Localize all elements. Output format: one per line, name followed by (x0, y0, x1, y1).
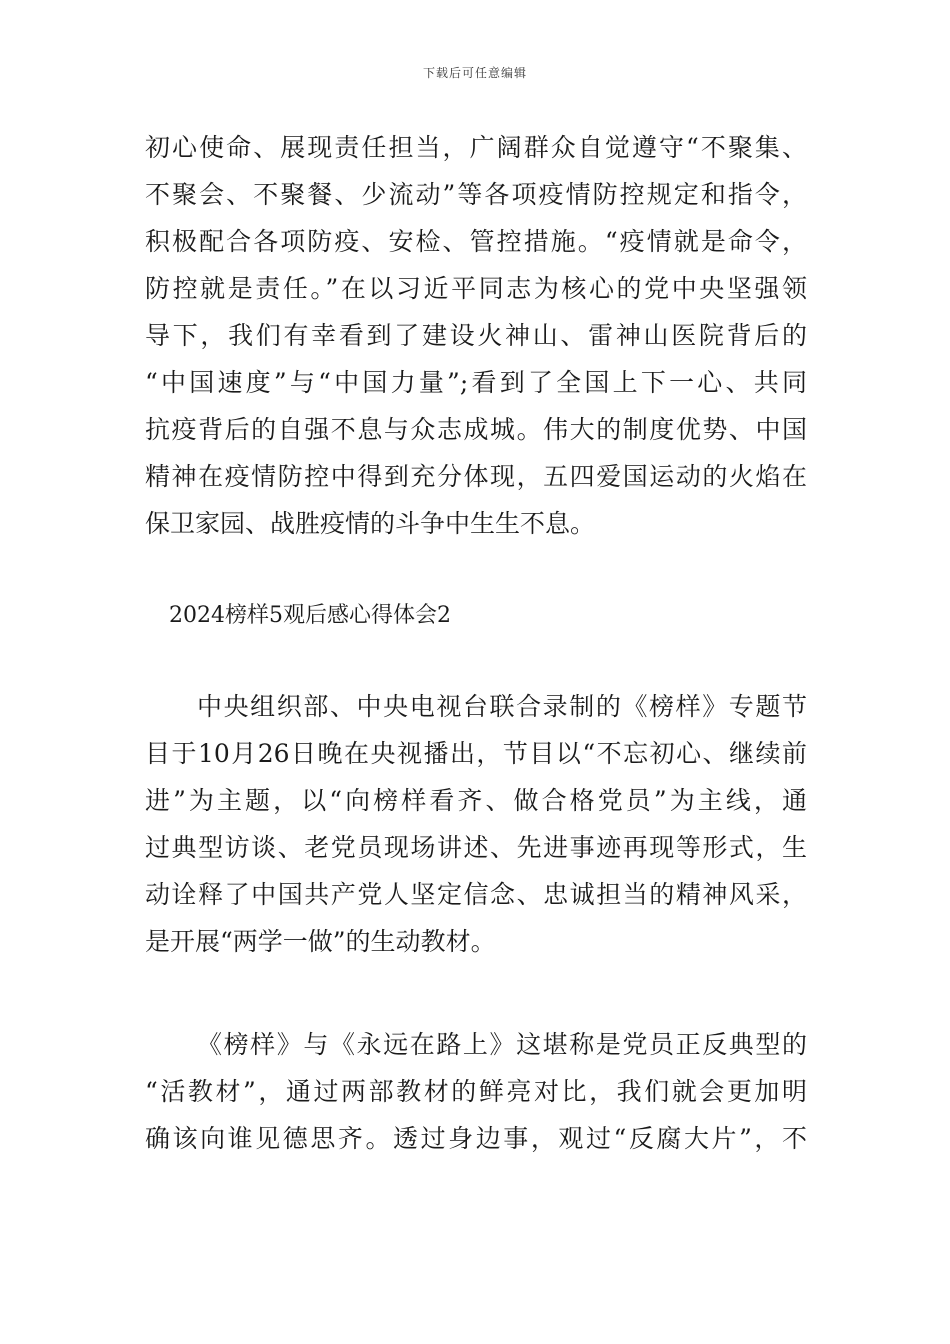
text-line: 动诠释了中国共产党人坚定信念、忠诚担当的精神风采， (145, 880, 807, 909)
text-line: “活教材”，通过两部教材的鲜亮对比，我们就会更加明 (145, 1077, 807, 1106)
text-line: 保卫家园、战胜疫情的斗争中生生不息。 (145, 509, 596, 538)
paragraph-spacer (145, 547, 807, 592)
text-line: 过典型访谈、老党员现场讲述、先进事迹再现等形式，生 (145, 833, 807, 862)
text-line: 是开展“两学一做”的生动教材。 (145, 927, 496, 956)
section-heading: 2024榜样5观后感心得体会2 (169, 603, 451, 628)
text-line: 导下，我们有幸看到了建设火神山、雷神山医院背后的 (145, 321, 807, 350)
text-line: 初心使命、展现责任担当，广阔群众自觉遵守“不聚集、 (145, 133, 807, 162)
document-body (145, 124, 807, 1162)
text-line: 积极配合各项防疫、安检、管控措施。“疫情就是命令， (145, 227, 807, 256)
page-header: 下载后可任意编辑 (422, 66, 527, 80)
text-line: 目于10月26日晚在央视播出，节目以“不忘初心、继续前 (145, 739, 807, 768)
text-line: 精神在疫情防控中得到充分体现，五四爱国运动的火焰在 (145, 462, 807, 491)
paragraph-3 (145, 1021, 807, 1162)
text-line: “中国速度”与“中国力量”;看到了全国上下一心、共同 (145, 368, 807, 397)
text-line: 不聚会、不聚餐、少流动”等各项疫情防控规定和指令， (145, 180, 807, 209)
text-line: 抗疫背后的自强不息与众志成城。伟大的制度优势、中国 (145, 415, 807, 444)
paragraph-spacer (145, 639, 807, 683)
text-line: 中央组织部、中央电视台联合录制的《榜样》专题节 (197, 692, 807, 721)
paragraph-2 (145, 683, 807, 965)
text-line: 防控就是责任。”在以习近平同志为核心的党中央坚强领 (145, 274, 807, 303)
text-line: 确该向谁见德思齐。透过身边事，观过“反腐大片”，不 (145, 1124, 807, 1153)
text-line: 进”为主题，以“向榜样看齐、做合格党员”为主线，通 (145, 786, 807, 815)
paragraph-1 (145, 124, 807, 547)
text-line: 《榜样》与《永远在路上》这堪称是党员正反典型的 (197, 1030, 807, 1059)
paragraph-spacer (145, 965, 807, 1021)
